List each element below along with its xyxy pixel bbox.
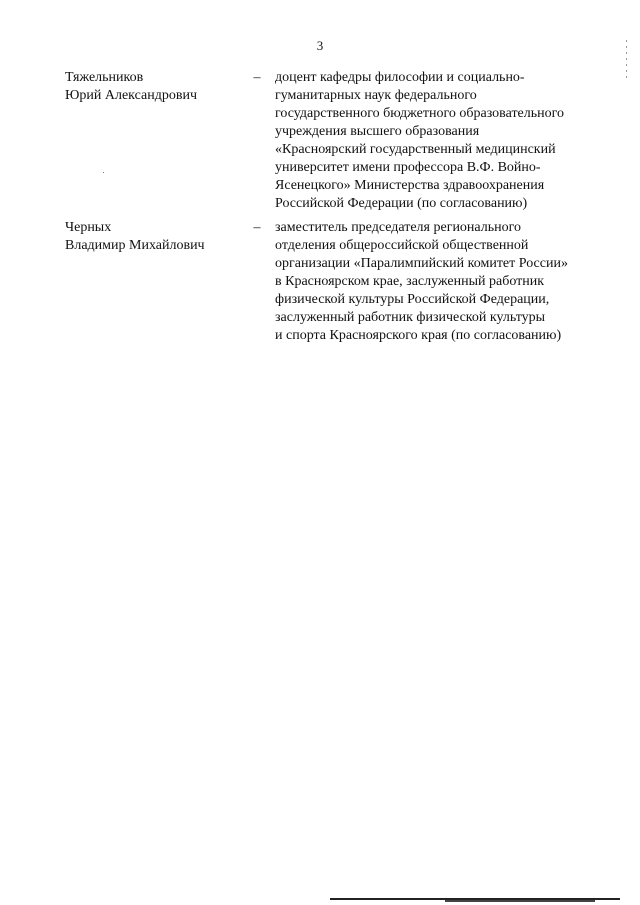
member-name bbox=[65, 219, 245, 255]
description-line: заместитель председателя регионального bbox=[275, 220, 522, 235]
description-line: Российской Федерации (по согласованию) bbox=[275, 196, 528, 211]
description-line: и спорта Красноярского края (по согласованию) bbox=[275, 328, 562, 343]
description-line: отделения общероссийской общественной bbox=[275, 238, 529, 253]
description-line: Ясенецкого» Министерства здравоохранения bbox=[275, 178, 545, 193]
description-line: учреждения высшего образования bbox=[275, 124, 480, 139]
description-line: «Красноярский государственный медицинский bbox=[275, 142, 556, 157]
member-given-names: Владимир Михайлович bbox=[65, 238, 205, 253]
entry-dash: – bbox=[253, 220, 261, 235]
description-line: гуманитарных наук федерального bbox=[275, 88, 477, 103]
description-line: заслуженный работник физической культуры bbox=[275, 310, 546, 325]
description-line: физической культуры Российской Федерации, bbox=[275, 292, 550, 307]
description-line: в Красноярском крае, заслуженный работник bbox=[275, 274, 545, 289]
member-description bbox=[275, 69, 605, 213]
scan-speck bbox=[103, 172, 104, 173]
footer-scan-line bbox=[445, 900, 595, 902]
description-line: университет имени профессора В.Ф. Войно- bbox=[275, 160, 541, 175]
member-surname: Тяжельников bbox=[65, 70, 144, 85]
member-name bbox=[65, 69, 245, 105]
description-line: организации «Паралимпийский комитет России» bbox=[275, 256, 568, 271]
member-surname: Черных bbox=[65, 220, 112, 235]
page-number: 3 bbox=[316, 38, 324, 53]
entry-dash: – bbox=[253, 70, 261, 85]
margin-scan-mark bbox=[626, 40, 627, 80]
description-line: государственного бюджетного образовательного bbox=[275, 106, 565, 121]
member-description bbox=[275, 219, 605, 345]
member-given-names: Юрий Александрович bbox=[65, 88, 197, 103]
description-line: доцент кафедры философии и социально- bbox=[275, 70, 525, 85]
